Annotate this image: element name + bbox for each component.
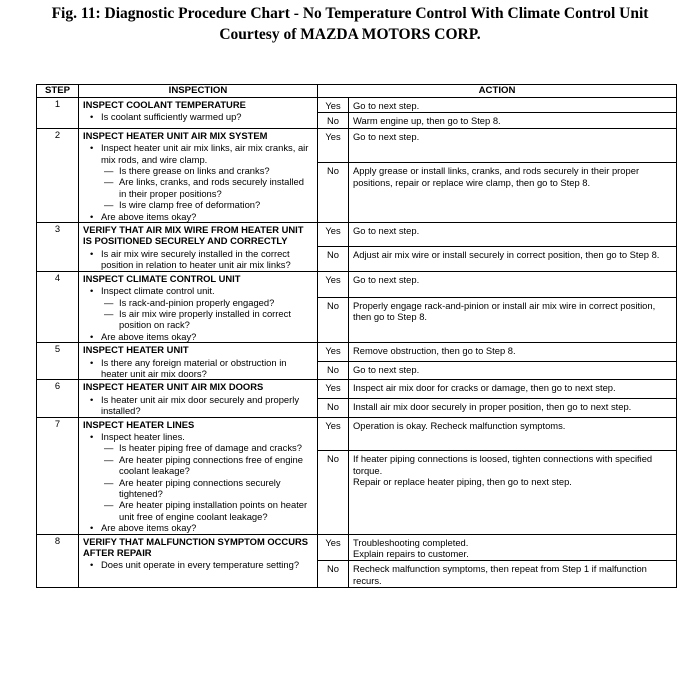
no-label: No (318, 561, 349, 588)
yes-action (349, 223, 677, 247)
no-label: No (318, 361, 349, 380)
action-line: Troubleshooting completed. (353, 536, 469, 548)
step-number: 7 (37, 417, 79, 534)
step-number: 4 (37, 271, 79, 342)
bullet-text: Inspect climate control unit. (101, 285, 215, 297)
yes-action (349, 417, 677, 451)
inspection-bullets (83, 559, 313, 570)
table-row (37, 534, 677, 561)
table-row (37, 343, 677, 362)
sub-check-list (101, 165, 313, 211)
sub-check-list (101, 442, 313, 522)
inspection-title: VERIFY THAT AIR MIX WIRE FROM HEATER UNIT IS POSITIONED SECURELY AND CORRECTLY (83, 224, 304, 247)
inspection-cell (79, 128, 318, 222)
table-header-row (37, 85, 677, 98)
bullet-text: Are above items okay? (101, 522, 197, 534)
no-action (349, 398, 677, 417)
header-action: ACTION (318, 85, 677, 98)
sub-check-item: — Is wire clamp free of deformation? (101, 199, 313, 210)
table-row (37, 98, 677, 113)
yes-label: Yes (318, 343, 349, 362)
inspection-bullet (83, 248, 313, 271)
bullet-text: Is heater unit air mix door securely and properly installed? (101, 393, 300, 417)
yes-action (349, 534, 677, 561)
sub-check-item: — Is rack-and-pinion properly engaged? (101, 297, 313, 308)
inspection-title: INSPECT HEATER UNIT AIR MIX DOORS (83, 381, 264, 393)
action-line: Operation is okay. Recheck malfunction symptoms. (353, 419, 566, 431)
inspection-cell (79, 343, 318, 380)
table-row (37, 128, 677, 162)
table-row (37, 271, 677, 297)
step-number: 1 (37, 98, 79, 129)
figure-title: Fig. 11: Diagnostic Procedure Chart - No Temperature Control With Climate Control Unit (51, 5, 649, 22)
step-number: 2 (37, 128, 79, 222)
yes-label: Yes (318, 128, 349, 162)
header-inspection: INSPECTION (79, 85, 318, 98)
inspection-cell (79, 98, 318, 129)
no-label: No (318, 163, 349, 223)
bullet-text: Inspect heater lines. (101, 430, 185, 442)
sub-check-item: — Are heater piping connections free of engine coolant leakage? (101, 454, 313, 477)
inspection-bullets (83, 357, 313, 380)
no-action (349, 561, 677, 588)
inspection-bullets (83, 111, 313, 122)
inspection-bullets (83, 431, 313, 534)
yes-label: Yes (318, 98, 349, 113)
no-action (349, 361, 677, 380)
no-action (349, 451, 677, 534)
yes-label: Yes (318, 271, 349, 297)
step-number: 8 (37, 534, 79, 588)
inspection-bullet (83, 522, 313, 533)
sub-check-item: — Are heater piping installation points on heater unit free of engine coolant leakage? (101, 499, 313, 522)
yes-action (349, 271, 677, 297)
yes-label: Yes (318, 534, 349, 561)
step-number: 6 (37, 380, 79, 417)
inspection-bullets (83, 248, 313, 271)
sub-check-item: — Are links, cranks, and rods securely installed in their proper positions? (101, 176, 313, 199)
step-number: 3 (37, 223, 79, 272)
inspection-title: INSPECT COOLANT TEMPERATURE (83, 99, 246, 110)
sub-check-list (101, 297, 313, 331)
inspection-bullet (83, 357, 313, 380)
sub-check-item: — Is air mix wire properly installed in correct position on rack? (101, 308, 313, 331)
inspection-cell (79, 534, 318, 588)
bullet-text: Is coolant sufficiently warmed up? (101, 111, 242, 123)
yes-action (349, 98, 677, 113)
bullet-text: Does unit operate in every temperature setting? (101, 559, 300, 571)
no-label: No (318, 247, 349, 271)
inspection-bullet (83, 211, 313, 222)
no-label: No (318, 451, 349, 534)
no-action (349, 247, 677, 271)
diagnostic-procedure-table (36, 84, 677, 588)
inspection-cell (79, 380, 318, 417)
table-row (37, 223, 677, 247)
no-label: No (318, 113, 349, 128)
action-line: Go to next step. (353, 225, 420, 237)
inspection-bullet (83, 431, 313, 522)
action-line: Adjust air mix wire or install securely in correct position, then go to Step 8. (353, 249, 660, 261)
no-label: No (318, 398, 349, 417)
action-line: Go to next step. (353, 273, 420, 285)
inspection-bullets (83, 285, 313, 342)
inspection-bullets (83, 394, 313, 417)
no-action (349, 163, 677, 223)
yes-label: Yes (318, 223, 349, 247)
header-step: STEP (37, 85, 79, 98)
inspection-title: INSPECT HEATER UNIT (83, 344, 189, 356)
inspection-bullet (83, 559, 313, 570)
table-row (37, 380, 677, 399)
sub-check-item: — Is there grease on links and cranks? (101, 165, 313, 176)
no-action (349, 113, 677, 128)
inspection-title: INSPECT CLIMATE CONTROL UNIT (83, 272, 241, 284)
inspection-bullets (83, 142, 313, 222)
bullet-text: Is air mix wire securely installed in the correct position in relation to heater unit air mix links? (101, 247, 291, 271)
inspection-cell (79, 223, 318, 272)
step-number: 5 (37, 343, 79, 380)
sub-check-item: — Is heater piping free of damage and cracks? (101, 442, 313, 453)
inspection-bullet (83, 331, 313, 342)
action-line: If heater piping connections is loosed, tighten connections with specified torque. (353, 453, 653, 476)
action-line: Apply grease or install links, cranks, and rods securely in their proper positions, repair or replace wire clamp, then go to Step 8. (353, 165, 640, 188)
bullet-text: Inspect heater unit air mix links, air mix cranks, air mix rods, and wire clamp. (101, 142, 309, 165)
yes-action (349, 380, 677, 399)
inspection-bullet (83, 142, 313, 210)
table-row (37, 417, 677, 451)
inspection-cell (79, 417, 318, 534)
yes-label: Yes (318, 380, 349, 399)
yes-action (349, 343, 677, 362)
no-label: No (318, 297, 349, 342)
inspection-title: INSPECT HEATER LINES (83, 418, 195, 430)
action-line: Repair or replace heater piping, then go to next step. (353, 476, 572, 487)
yes-label: Yes (318, 417, 349, 451)
action-line: Go to next step. (353, 100, 420, 111)
figure-credit: Courtesy of MAZDA MOTORS CORP. (219, 26, 481, 43)
figure-caption (0, 3, 700, 45)
inspection-title: VERIFY THAT MALFUNCTION SYMPTOM OCCURS AFTER REPAIR (83, 535, 308, 559)
action-line: Warm engine up, then go to Step 8. (353, 115, 501, 127)
bullet-text: Is there any foreign material or obstruction in heater unit air mix doors? (101, 356, 287, 379)
inspection-cell (79, 271, 318, 342)
action-line: Properly engage rack-and-pinion or install air mix wire in correct position, then go to Step 8. (353, 299, 656, 323)
bullet-text: Are above items okay? (101, 330, 197, 342)
action-line: Go to next step. (353, 130, 420, 142)
inspection-title: INSPECT HEATER UNIT AIR MIX SYSTEM (83, 129, 268, 141)
action-line: Remove obstruction, then go to Step 8. (353, 345, 516, 357)
bullet-text: Are above items okay? (101, 210, 197, 222)
action-line: Inspect air mix door for cracks or damage, then go to next step. (353, 382, 616, 394)
sub-check-item: — Are heater piping connections securely tightened? (101, 477, 313, 500)
no-action (349, 297, 677, 342)
action-line: Explain repairs to customer. (353, 548, 469, 560)
inspection-bullet (83, 394, 313, 417)
action-line: Go to next step. (353, 363, 420, 375)
inspection-bullet (83, 111, 313, 122)
action-line: Recheck malfunction symptoms, then repeat from Step 1 if malfunction recurs. (353, 563, 647, 586)
action-line: Install air mix door securely in proper position, then go to next step. (353, 400, 632, 412)
yes-action (349, 128, 677, 162)
inspection-bullet (83, 285, 313, 331)
